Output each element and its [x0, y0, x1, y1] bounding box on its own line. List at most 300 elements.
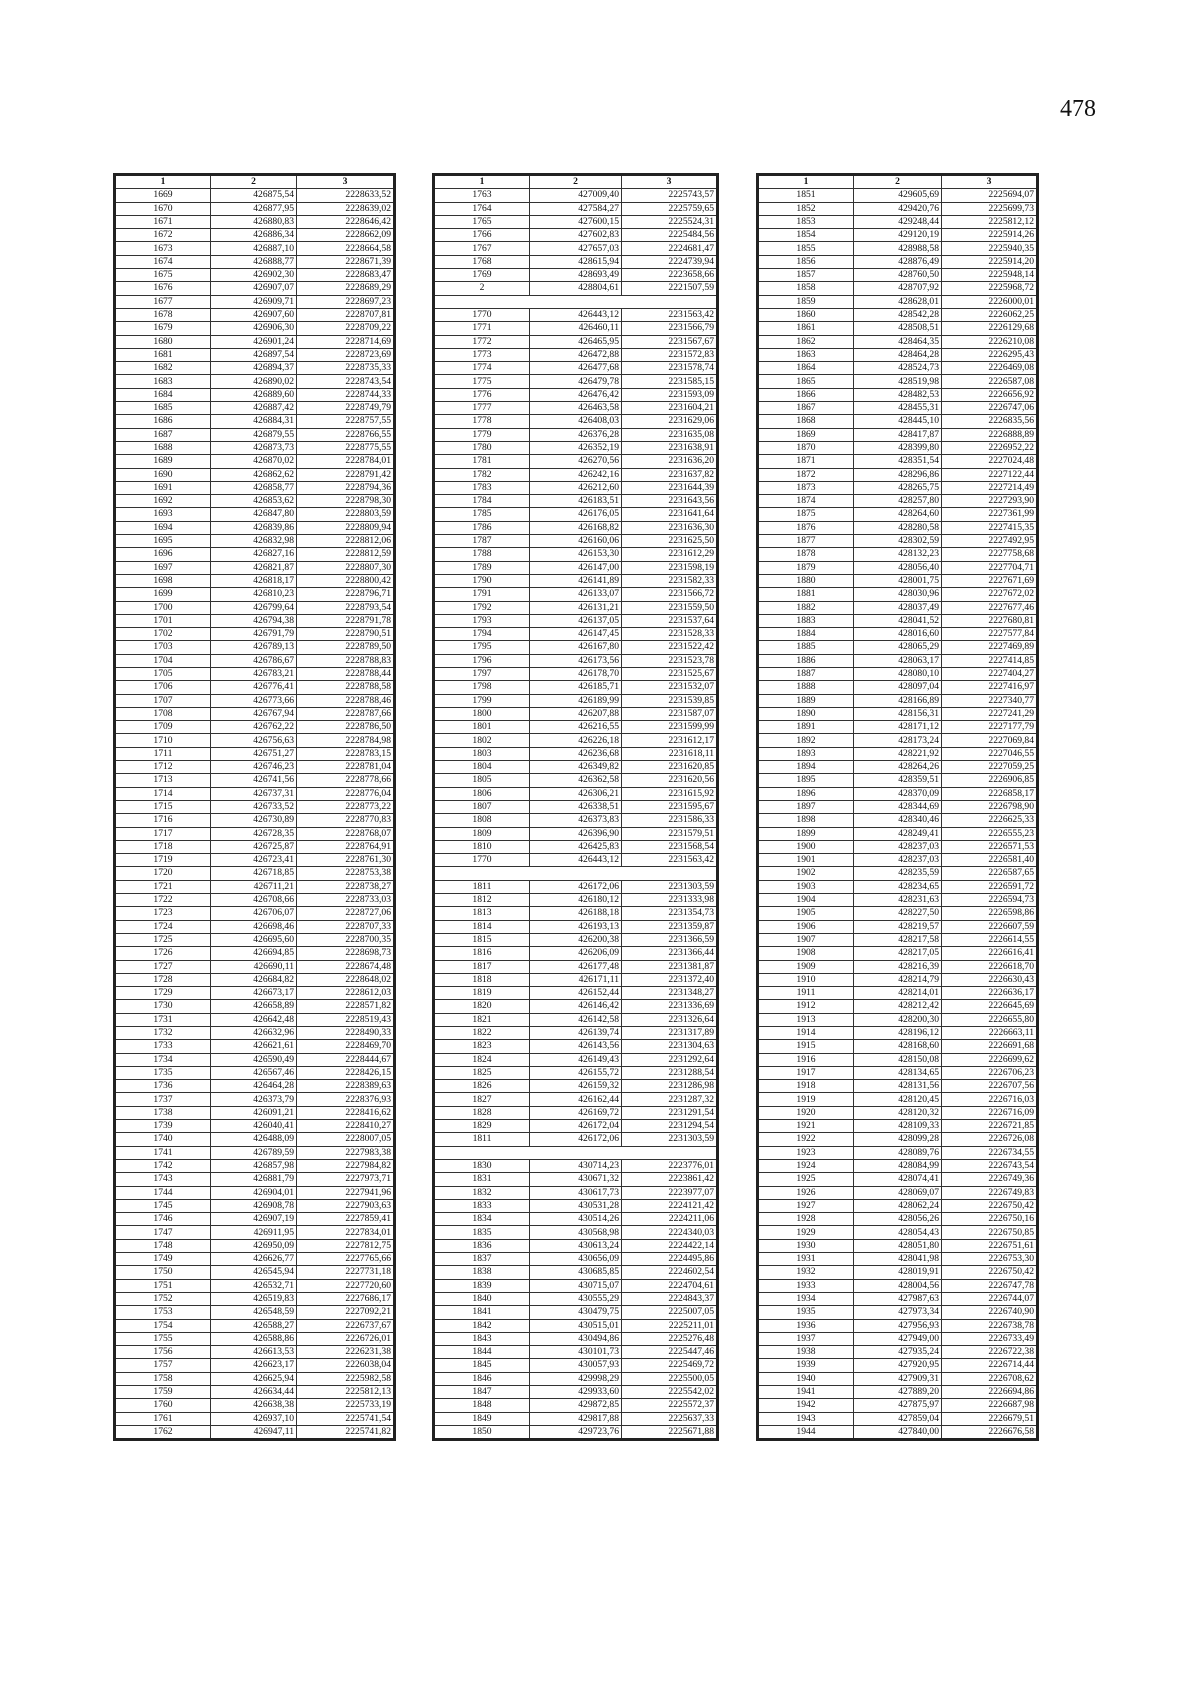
- y-coordinate: 2225982,58: [297, 1372, 395, 1385]
- y-coordinate: 2227672,02: [942, 588, 1038, 601]
- point-number: 1799: [434, 694, 530, 707]
- point-number: 1815: [434, 933, 530, 946]
- point-number: 1803: [434, 747, 530, 760]
- table-header-row: [758, 175, 1038, 189]
- y-coordinate: 2231537,64: [622, 614, 718, 627]
- point-number: 1719: [115, 854, 211, 867]
- x-coordinate: 426464,28: [211, 1080, 297, 1093]
- y-coordinate: 2226716,09: [942, 1106, 1038, 1119]
- table-row: [434, 1106, 718, 1119]
- x-coordinate: 427859,04: [854, 1412, 942, 1425]
- point-number: 1821: [434, 1013, 530, 1026]
- x-coordinate: 427973,34: [854, 1306, 942, 1319]
- table-row: [434, 322, 718, 335]
- table-row: [115, 561, 395, 574]
- point-number: 1813: [434, 907, 530, 920]
- x-coordinate: 426567,46: [211, 1066, 297, 1079]
- point-number: 1695: [115, 535, 211, 548]
- point-number: 1879: [758, 561, 854, 574]
- y-coordinate: [622, 1146, 718, 1159]
- x-coordinate: 426206,09: [530, 947, 622, 960]
- y-coordinate: 2227686,17: [297, 1292, 395, 1305]
- point-number: 1717: [115, 827, 211, 840]
- y-coordinate: 2228700,35: [297, 933, 395, 946]
- y-coordinate: 2231568,54: [622, 840, 718, 853]
- x-coordinate: 426396,90: [530, 827, 622, 840]
- point-number: 1924: [758, 1159, 854, 1172]
- y-coordinate: 2226734,55: [942, 1146, 1038, 1159]
- point-number: 1899: [758, 827, 854, 840]
- y-coordinate: 2226743,54: [942, 1159, 1038, 1172]
- y-coordinate: 2225007,05: [622, 1306, 718, 1319]
- y-coordinate: 2226753,30: [942, 1253, 1038, 1266]
- point-number: 1766: [434, 229, 530, 242]
- column-header: 2: [854, 175, 942, 189]
- y-coordinate: 2227834,01: [297, 1226, 395, 1239]
- table-row: [434, 1120, 718, 1133]
- y-coordinate: 2226630,43: [942, 973, 1038, 986]
- table-row: [758, 1399, 1038, 1412]
- x-coordinate: 428109,33: [854, 1120, 942, 1133]
- table-row: [758, 933, 1038, 946]
- table-row: [758, 1412, 1038, 1425]
- x-coordinate: 426909,71: [211, 295, 297, 308]
- x-coordinate: 426465,95: [530, 335, 622, 348]
- table-row: [758, 641, 1038, 654]
- table-row: [434, 242, 718, 255]
- point-number: 1713: [115, 774, 211, 787]
- x-coordinate: 426873,73: [211, 441, 297, 454]
- point-number: 1872: [758, 468, 854, 481]
- y-coordinate: 2231598,19: [622, 561, 718, 574]
- table-row: [115, 335, 395, 348]
- y-coordinate: 2228812,59: [297, 548, 395, 561]
- x-coordinate: 426773,66: [211, 694, 297, 707]
- y-coordinate: 2223861,42: [622, 1173, 718, 1186]
- point-number: 1678: [115, 308, 211, 321]
- point-number: 1703: [115, 641, 211, 654]
- x-coordinate: 428227,50: [854, 907, 942, 920]
- x-coordinate: 426155,72: [530, 1066, 622, 1079]
- point-number: 1782: [434, 468, 530, 481]
- table-row: [434, 1013, 718, 1026]
- point-number: 1752: [115, 1292, 211, 1305]
- table-row: [758, 1253, 1038, 1266]
- x-coordinate: 426139,74: [530, 1027, 622, 1040]
- point-number: 1721: [115, 880, 211, 893]
- point-number: 1805: [434, 774, 530, 787]
- point-number: 1926: [758, 1186, 854, 1199]
- x-coordinate: 426791,79: [211, 628, 297, 641]
- x-coordinate: 428265,75: [854, 481, 942, 494]
- y-coordinate: 2231636,30: [622, 521, 718, 534]
- table-row: [434, 535, 718, 548]
- point-number: 1814: [434, 920, 530, 933]
- table-row: [758, 1346, 1038, 1359]
- y-coordinate: 2231291,54: [622, 1106, 718, 1119]
- point-number: 1774: [434, 362, 530, 375]
- x-coordinate: 426143,56: [530, 1040, 622, 1053]
- point-number: 1699: [115, 588, 211, 601]
- x-coordinate: 428200,30: [854, 1013, 942, 1026]
- point-number: 1942: [758, 1399, 854, 1412]
- x-coordinate: 428988,58: [854, 242, 942, 255]
- x-coordinate: 426950,09: [211, 1239, 297, 1252]
- y-coordinate: 2226707,56: [942, 1080, 1038, 1093]
- point-number: 1863: [758, 348, 854, 361]
- x-coordinate: 426147,00: [530, 561, 622, 574]
- x-coordinate: [530, 867, 622, 880]
- point-number: [434, 867, 530, 880]
- y-coordinate: 2225914,20: [942, 255, 1038, 268]
- y-coordinate: 2226888,89: [942, 428, 1038, 441]
- table-row: [115, 1093, 395, 1106]
- point-number: 1737: [115, 1093, 211, 1106]
- table-row: [115, 747, 395, 760]
- point-number: 1830: [434, 1159, 530, 1172]
- point-number: 1784: [434, 495, 530, 508]
- coordinate-table-middle: [432, 173, 719, 1441]
- point-number: 1854: [758, 229, 854, 242]
- y-coordinate: 2228683,47: [297, 269, 395, 282]
- table-row: [758, 441, 1038, 454]
- y-coordinate: 2226749,83: [942, 1186, 1038, 1199]
- y-coordinate: 2231559,50: [622, 601, 718, 614]
- y-coordinate: 2226952,22: [942, 441, 1038, 454]
- table-row: [115, 1372, 395, 1385]
- x-coordinate: 429723,76: [530, 1425, 622, 1439]
- point-number: 1895: [758, 774, 854, 787]
- x-coordinate: 426177,48: [530, 960, 622, 973]
- point-number: 1921: [758, 1120, 854, 1133]
- table-row: [115, 880, 395, 893]
- table-row: [115, 388, 395, 401]
- table-row: [434, 441, 718, 454]
- table-row: [434, 388, 718, 401]
- point-number: 1936: [758, 1319, 854, 1332]
- point-number: 1675: [115, 269, 211, 282]
- y-coordinate: 2231638,91: [622, 441, 718, 454]
- y-coordinate: 2226000,01: [942, 295, 1038, 308]
- table-row: [434, 1346, 718, 1359]
- table-row: [115, 269, 395, 282]
- point-number: 1729: [115, 987, 211, 1000]
- x-coordinate: 426443,12: [530, 854, 622, 867]
- table-row: [758, 774, 1038, 787]
- x-coordinate: 426718,85: [211, 867, 297, 880]
- point-number: 1792: [434, 601, 530, 614]
- x-coordinate: 426877,95: [211, 202, 297, 215]
- table-row: [758, 947, 1038, 960]
- x-coordinate: 428264,26: [854, 761, 942, 774]
- y-coordinate: 2228707,33: [297, 920, 395, 933]
- point-number: 1804: [434, 761, 530, 774]
- x-coordinate: 426172,06: [530, 1133, 622, 1146]
- x-coordinate: 428217,05: [854, 947, 942, 960]
- point-number: 1882: [758, 601, 854, 614]
- point-number: 1825: [434, 1066, 530, 1079]
- x-coordinate: 426141,89: [530, 574, 622, 587]
- y-coordinate: 2231563,42: [622, 308, 718, 321]
- x-coordinate: 427602,83: [530, 229, 622, 242]
- x-coordinate: 428156,31: [854, 707, 942, 720]
- x-coordinate: 426737,31: [211, 787, 297, 800]
- point-number: 1786: [434, 521, 530, 534]
- table-row: [115, 1412, 395, 1425]
- table-row: [434, 561, 718, 574]
- point-number: 1772: [434, 335, 530, 348]
- point-number: 1776: [434, 388, 530, 401]
- table-row: [115, 1173, 395, 1186]
- y-coordinate: 2225733,19: [297, 1399, 395, 1412]
- x-coordinate: 426751,27: [211, 747, 297, 760]
- x-coordinate: 428237,03: [854, 854, 942, 867]
- x-coordinate: 428221,92: [854, 747, 942, 760]
- point-number: 1885: [758, 641, 854, 654]
- x-coordinate: 428707,92: [854, 282, 942, 295]
- x-coordinate: 426623,17: [211, 1359, 297, 1372]
- y-coordinate: 2228738,27: [297, 880, 395, 893]
- point-number: 1807: [434, 800, 530, 813]
- table-row: [434, 1332, 718, 1345]
- table-row: [758, 1425, 1038, 1439]
- table-row: [115, 973, 395, 986]
- table-row: [115, 1213, 395, 1226]
- y-coordinate: 2223776,01: [622, 1159, 718, 1172]
- x-coordinate: 427657,03: [530, 242, 622, 255]
- x-coordinate: 426040,41: [211, 1120, 297, 1133]
- point-number: 1845: [434, 1359, 530, 1372]
- y-coordinate: 2227046,55: [942, 747, 1038, 760]
- point-number: 1867: [758, 402, 854, 415]
- x-coordinate: 426172,06: [530, 880, 622, 893]
- point-number: 1902: [758, 867, 854, 880]
- table-row: [758, 495, 1038, 508]
- point-number: 1692: [115, 495, 211, 508]
- table-row: [434, 1053, 718, 1066]
- y-coordinate: 2226231,38: [297, 1346, 395, 1359]
- y-coordinate: 2228519,43: [297, 1013, 395, 1026]
- y-coordinate: 2228788,44: [297, 667, 395, 680]
- y-coordinate: 2228793,54: [297, 601, 395, 614]
- y-coordinate: 2228671,39: [297, 255, 395, 268]
- table-row: [115, 1199, 395, 1212]
- y-coordinate: 2225694,07: [942, 189, 1038, 202]
- x-coordinate: 426590,49: [211, 1053, 297, 1066]
- x-coordinate: 428876,49: [854, 255, 942, 268]
- table-row: [758, 1027, 1038, 1040]
- point-number: 1788: [434, 548, 530, 561]
- x-coordinate: 428464,28: [854, 348, 942, 361]
- table-row: [434, 588, 718, 601]
- y-coordinate: 2225484,56: [622, 229, 718, 242]
- table-row: [758, 428, 1038, 441]
- x-coordinate: 429420,76: [854, 202, 942, 215]
- point-number: 1931: [758, 1253, 854, 1266]
- x-coordinate: 428062,24: [854, 1199, 942, 1212]
- table-row: [434, 521, 718, 534]
- x-coordinate: 426690,11: [211, 960, 297, 973]
- table-row: [115, 1146, 395, 1159]
- x-coordinate: 429817,88: [530, 1412, 622, 1425]
- coordinate-table-left: [113, 173, 396, 1441]
- point-number: 1852: [758, 202, 854, 215]
- table-row: [115, 1386, 395, 1399]
- x-coordinate: 426911,95: [211, 1226, 297, 1239]
- y-coordinate: 2226618,70: [942, 960, 1038, 973]
- y-coordinate: 2228707,81: [297, 308, 395, 321]
- point-number: 1740: [115, 1133, 211, 1146]
- x-coordinate: 428524,73: [854, 362, 942, 375]
- point-number: 1923: [758, 1146, 854, 1159]
- point-number: 1790: [434, 574, 530, 587]
- x-coordinate: 426897,54: [211, 348, 297, 361]
- table-row: [115, 641, 395, 654]
- point-number: 1860: [758, 308, 854, 321]
- y-coordinate: 2225542,02: [622, 1386, 718, 1399]
- point-number: 1778: [434, 415, 530, 428]
- table-row: [758, 189, 1038, 202]
- y-coordinate: 2225948,14: [942, 269, 1038, 282]
- x-coordinate: 428693,49: [530, 269, 622, 282]
- point-number: 1892: [758, 734, 854, 747]
- table-row: [758, 1013, 1038, 1026]
- x-coordinate: 429998,29: [530, 1372, 622, 1385]
- point-number: 1684: [115, 388, 211, 401]
- table-row: [758, 481, 1038, 494]
- y-coordinate: 2227469,89: [942, 641, 1038, 654]
- point-number: 1818: [434, 973, 530, 986]
- y-coordinate: 2231566,72: [622, 588, 718, 601]
- x-coordinate: 428237,03: [854, 840, 942, 853]
- table-row: [115, 814, 395, 827]
- x-coordinate: 426632,96: [211, 1027, 297, 1040]
- y-coordinate: 2226581,40: [942, 854, 1038, 867]
- table-row: [115, 402, 395, 415]
- point-number: 1841: [434, 1306, 530, 1319]
- point-number: 1764: [434, 202, 530, 215]
- point-number: 1862: [758, 335, 854, 348]
- table-row: [115, 1319, 395, 1332]
- table-row: [758, 362, 1038, 375]
- point-number: 1914: [758, 1027, 854, 1040]
- y-coordinate: 2231635,08: [622, 428, 718, 441]
- x-coordinate: 426476,42: [530, 388, 622, 401]
- y-coordinate: 2227765,66: [297, 1253, 395, 1266]
- point-number: 1726: [115, 947, 211, 960]
- point-number: 1829: [434, 1120, 530, 1133]
- y-coordinate: 2226679,51: [942, 1412, 1038, 1425]
- table-row: [758, 1332, 1038, 1345]
- y-coordinate: 2225699,73: [942, 202, 1038, 215]
- table-row: [115, 441, 395, 454]
- y-coordinate: 2231523,78: [622, 654, 718, 667]
- y-coordinate: 2226591,72: [942, 880, 1038, 893]
- x-coordinate: 426890,02: [211, 375, 297, 388]
- point-number: 1900: [758, 840, 854, 853]
- x-coordinate: 426673,17: [211, 987, 297, 1000]
- point-number: 1850: [434, 1425, 530, 1439]
- point-number: 1876: [758, 521, 854, 534]
- y-coordinate: 2227092,21: [297, 1306, 395, 1319]
- y-coordinate: 2226747,06: [942, 402, 1038, 415]
- point-number: 1823: [434, 1040, 530, 1053]
- y-coordinate: 2226636,17: [942, 987, 1038, 1000]
- table-row: [434, 189, 718, 202]
- point-number: 1687: [115, 428, 211, 441]
- y-coordinate: 2231579,51: [622, 827, 718, 840]
- table-row: [434, 508, 718, 521]
- table-row: [434, 601, 718, 614]
- x-coordinate: 428037,49: [854, 601, 942, 614]
- y-coordinate: 2228807,30: [297, 561, 395, 574]
- x-coordinate: 428280,58: [854, 521, 942, 534]
- y-coordinate: 2231333,98: [622, 894, 718, 907]
- table-row: [115, 215, 395, 228]
- point-number: 1816: [434, 947, 530, 960]
- point-number: 1801: [434, 721, 530, 734]
- x-coordinate: 428219,57: [854, 920, 942, 933]
- x-coordinate: 430613,24: [530, 1239, 622, 1252]
- y-coordinate: 2226038,04: [297, 1359, 395, 1372]
- table-row: [758, 1146, 1038, 1159]
- point-number: 1690: [115, 468, 211, 481]
- table-row: [758, 734, 1038, 747]
- table-row: [434, 1093, 718, 1106]
- y-coordinate: 2231317,89: [622, 1027, 718, 1040]
- table-row: [434, 1213, 718, 1226]
- table-row: [434, 894, 718, 907]
- y-coordinate: 2224704,61: [622, 1279, 718, 1292]
- x-coordinate: 426746,23: [211, 761, 297, 774]
- point-number: 1826: [434, 1080, 530, 1093]
- x-coordinate: 426488,09: [211, 1133, 297, 1146]
- table-row: [115, 1425, 395, 1439]
- point-number: 1785: [434, 508, 530, 521]
- point-number: 1847: [434, 1386, 530, 1399]
- table-row: [758, 455, 1038, 468]
- point-number: 1871: [758, 455, 854, 468]
- x-coordinate: 430479,75: [530, 1306, 622, 1319]
- table-row: [434, 933, 718, 946]
- table-row: [434, 202, 718, 215]
- table-row: [115, 322, 395, 335]
- point-number: 1674: [115, 255, 211, 268]
- y-coordinate: 2231563,42: [622, 854, 718, 867]
- y-coordinate: 2231618,11: [622, 747, 718, 760]
- table-row: [434, 734, 718, 747]
- y-coordinate: 2226691,68: [942, 1040, 1038, 1053]
- point-number: 1689: [115, 455, 211, 468]
- x-coordinate: 428216,39: [854, 960, 942, 973]
- point-number: 1835: [434, 1226, 530, 1239]
- x-coordinate: 426870,02: [211, 455, 297, 468]
- x-coordinate: 428482,53: [854, 388, 942, 401]
- point-number: 1781: [434, 455, 530, 468]
- point-number: 1767: [434, 242, 530, 255]
- y-coordinate: 2225469,72: [622, 1359, 718, 1372]
- point-number: 1918: [758, 1080, 854, 1093]
- column-header: 2: [211, 175, 297, 189]
- table-row: [758, 322, 1038, 335]
- y-coordinate: 2226571,53: [942, 840, 1038, 853]
- column-header: 3: [622, 175, 718, 189]
- point-number: 1765: [434, 215, 530, 228]
- x-coordinate: 426242,16: [530, 468, 622, 481]
- point-number: 1834: [434, 1213, 530, 1226]
- x-coordinate: 426762,22: [211, 721, 297, 734]
- x-coordinate: 426902,30: [211, 269, 297, 282]
